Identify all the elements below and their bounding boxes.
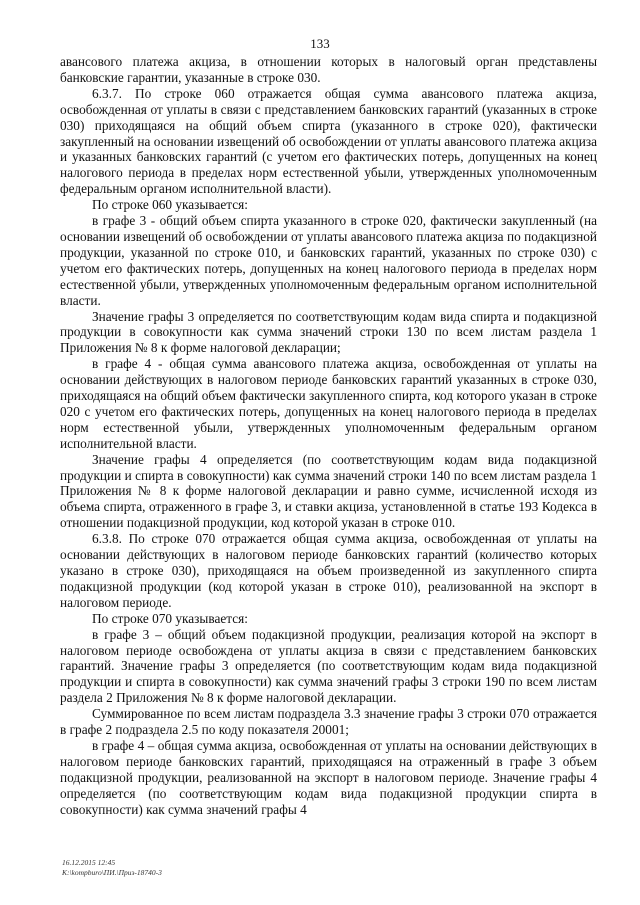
- page-number: 133: [310, 36, 330, 51]
- paragraph-line-060-intro: По строке 060 указывается:: [92, 197, 248, 213]
- paragraph-6-3-7: 6.3.7. По строке 060 отражается общая сумма авансового платежа акциза, освобожденная от уплаты в связи с представлением банковских гарантий (указанных в строке 030) приходящаяся на общий объем спирта (указанного в строке 020), фактически закупленный на основании извещений об освобождении от уплаты авансового платежа акциза и указанных банковских гарантий (с учетом его фактических потерь, допущенных на конец налогового периода в пределах норм естественной убыли, утвержденных уполномоченным федеральным органом исполнительной власти).: [60, 85, 597, 197]
- footer-file-path: К:\kompburo\ПИ.\Приз-18740-3: [62, 868, 162, 877]
- paragraph-line-070-intro: По строке 070 указывается:: [92, 610, 248, 626]
- paragraph-line-060-column-4: в графе 4 - общая сумма авансового платежа акциза, освобожденная от уплаты на основании действующих в налоговом периоде банковских гарантий указанных в строке 030, приходящаяся на общий объем фактически закупленного спирта, код которого указан в строке 020 с учетом его фактических потерь, допущенных на конец налогового периода в пределах норм естественной убыли, утвержденных уполномоченным федеральным органом исполнительной власти.: [60, 356, 597, 451]
- paragraph-line-060-column-4-value: Значение графы 4 определяется (по соответствующим кодам вида подакцизной продукции и спирта в совокупности) как сумма значений строки 140 по всем листам раздела 1 Приложения № 8 к форме налоговой декларации и равно сумме, исчисленной исходя из объема спирта, отраженного в графе 3, и ставки акциза, установленной в статье 193 Кодекса в отношении подакцизной продукции, код которой указан в строке 010.: [60, 451, 597, 531]
- paragraph-line-070-column-4: в графе 4 – общая сумма акциза, освобожденная от уплаты на основании действующих в налоговом периоде банковских гарантий, приходящаяся на отраженный в графе 3 объем подакцизной продукции, реализованной на экспорт в налоговом периоде. Значение графы 4 определяется (по соответствующим кодам вида подакцизной продукции спирта в совокупности) как сумма значений графы 4: [60, 737, 597, 817]
- paragraph-line-060-column-3: в графе 3 - общий объем спирта указанного в строке 020, фактически закупленный (на основании извещений об освобождении от уплаты авансового платежа акциза по подакцизной продукции, указанной по строке 010, и банковских гарантий, указанных по строке 030) с учетом его фактических потерь, допущенных на конец налогового периода в пределах норм естественной убыли, утвержденных уполномоченным федеральным органом исполнительной власти.: [60, 213, 597, 308]
- document-body: [60, 54, 597, 818]
- footer-timestamp: 16.12.2015 12:45: [62, 858, 116, 867]
- paragraph-line-070-summary: Суммированное по всем листам подраздела 3.3 значение графы 3 строки 070 отражается в графе 2 подраздела 2.5 по коду показателя 20001;: [60, 706, 597, 738]
- paragraph-line-070-column-3: в графе 3 – общий объем подакцизной продукции, реализация которой на экспорт в налоговом периоде освобождена от уплаты акциза в связи с представлением банковских гарантий. Значение графы 3 определяется (по соответствующим кодам вида подакцизной продукции и спирта в совокупности) как сумма значений графы 3 строки 190 по всем листам раздела 2 Приложения № 8 к форме налоговой декларации.: [60, 626, 597, 706]
- paragraph-continuation: авансового платежа акциза, в отношении которых в налоговый орган представлены банковские гарантии, указанные в строке 030.: [60, 54, 597, 85]
- paragraph-6-3-8: 6.3.8. По строке 070 отражается общая сумма акциза, освобожденная от уплаты на основании действующих в налоговом периоде банковских гарантий (количество которых указано в строке 030), приходящаяся на объем произведенной из закупленного спирта подакцизной продукции (код которой указан в строке 010), реализованной на экспорт в налоговом периоде.: [60, 531, 597, 610]
- paragraph-line-060-column-3-value: Значение графы 3 определяется по соответствующим кодам вида спирта и подакцизной продукции в совокупности как сумма значений строки 130 по всем листам раздела 1 Приложения № 8 к форме налоговой декларации;: [60, 308, 597, 356]
- document-footer: [62, 858, 162, 878]
